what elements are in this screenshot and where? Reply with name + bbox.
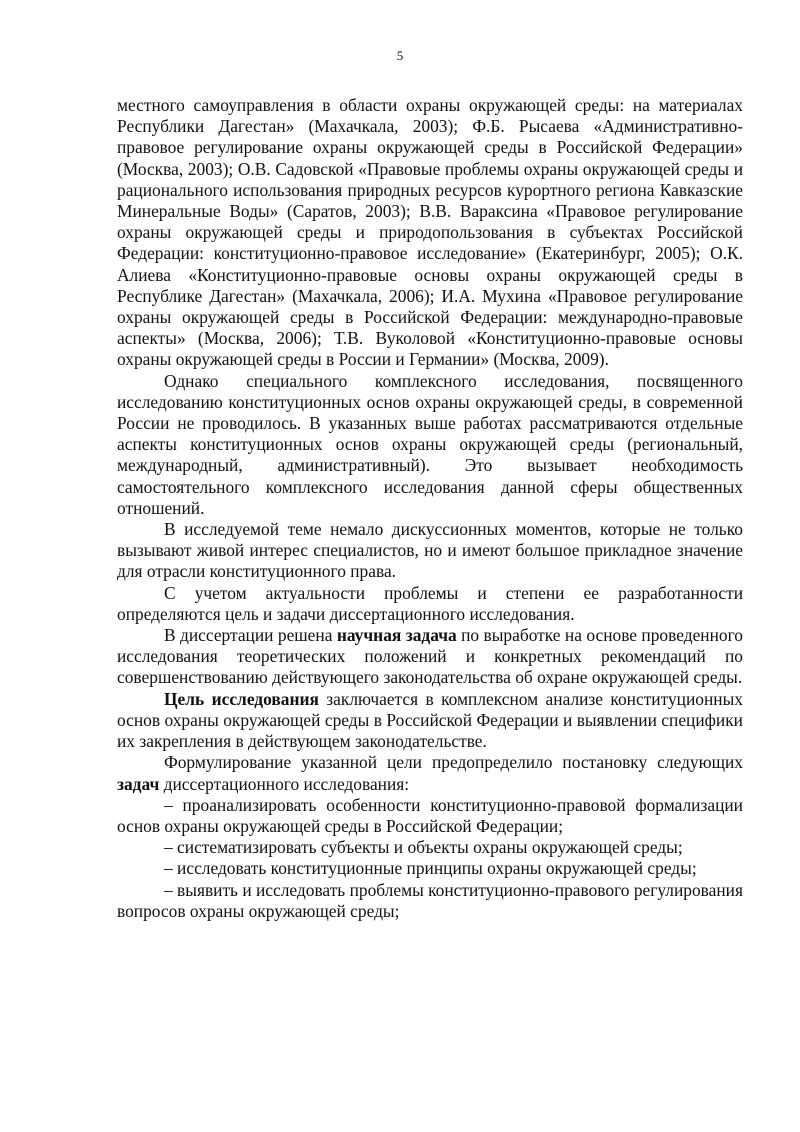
text-run: диссертационного исследования:	[159, 773, 410, 794]
text-run: Однако специального комплексного исследования, посвященного исследованию конституционных основ охраны окружающей среды, в современной России не проводилось. В указанных выше работах рассматриваются отдельные аспекты конституционных основ охраны окружающей среды (региональный, международный, административный). Это вызывает необходимость самостоятельного комплексного исследования данной сферы общественных отношений.	[117, 370, 743, 518]
bold-term: Цель исследования	[164, 688, 319, 709]
text-run: Формулирование указанной цели предопределило постановку следующих	[164, 752, 743, 773]
text-run: – проанализировать особенности конституционно-правовой формализации основ охраны окружающей среды в Российской Федерации;	[117, 794, 743, 836]
paragraph	[117, 795, 743, 837]
text-run: – выявить и исследовать проблемы конституционно-правового регулирования вопросов охраны окружающей среды;	[117, 879, 743, 921]
paragraph	[117, 519, 743, 583]
paragraph	[117, 625, 743, 689]
paragraph	[117, 583, 743, 625]
paragraph	[117, 752, 743, 794]
text-run: по выработке на основе проведенного исследования теоретических положений и конкретных рекомендаций по совершенствованию действующего законодательства об охране окружающей среды.	[117, 625, 744, 688]
bold-term: задач	[117, 773, 160, 794]
text-run: местного самоуправления в области охраны окружающей среды: на материалах Республики Дагестан» (Махачкала, 2003); Ф.Б. Рысаева «Административно-правовое регулирование охраны окружающей среды в Российской Федерации» (Москва, 2003); О.В. Садовской «Правовые проблемы охраны окружающей среды и рационального использования природных ресурсов курортного региона Кавказские Минеральные Воды» (Саратов, 2003); В.В. Вараксина «Правовое регулирование охраны окружающей среды и природопользования в субъектах Российской Федерации: конституционно-правовое исследование» (Екатеринбург, 2005); О.К. Алиева «Конституционно-правовые основы охраны окружающей среды в Республике Дагестан» (Махачкала, 2006); И.А. Мухина «Правовое регулирование охраны окружающей среды в Российской Федерации: международно-правовые аспекты» (Москва, 2006); Т.В. Вуколовой «Конституционно-правовые основы охраны окружающей среды в России и Германии» (Москва, 2009).	[117, 95, 743, 370]
paragraph	[117, 858, 743, 879]
text-run: – исследовать конституционные принципы охраны окружающей среды;	[164, 858, 697, 879]
document-body	[117, 95, 743, 922]
paragraph	[117, 880, 743, 922]
page-number: 5	[396, 48, 404, 63]
bold-term: научная задача	[336, 625, 457, 646]
paragraph	[117, 837, 743, 858]
text-run: В диссертации решена	[164, 625, 337, 646]
paragraph	[117, 95, 743, 371]
paragraph	[117, 371, 743, 519]
paragraph	[117, 689, 743, 753]
text-run: В исследуемой теме немало дискуссионных моментов, которые не только вызывают живой интерес специалистов, но и имеют большое прикладное значение для отрасли конституционного права.	[117, 519, 743, 582]
text-run: заключается в комплексном анализе конституционных основ охраны окружающей среды в Российской Федерации и выявлении специфики их закрепления в действующем законодательстве.	[117, 688, 743, 752]
text-run: С учетом актуальности проблемы и степени ее разработанности определяются цель и задачи диссертационного исследования.	[117, 582, 743, 624]
text-run: – систематизировать субъекты и объекты охраны окружающей среды;	[164, 837, 683, 858]
